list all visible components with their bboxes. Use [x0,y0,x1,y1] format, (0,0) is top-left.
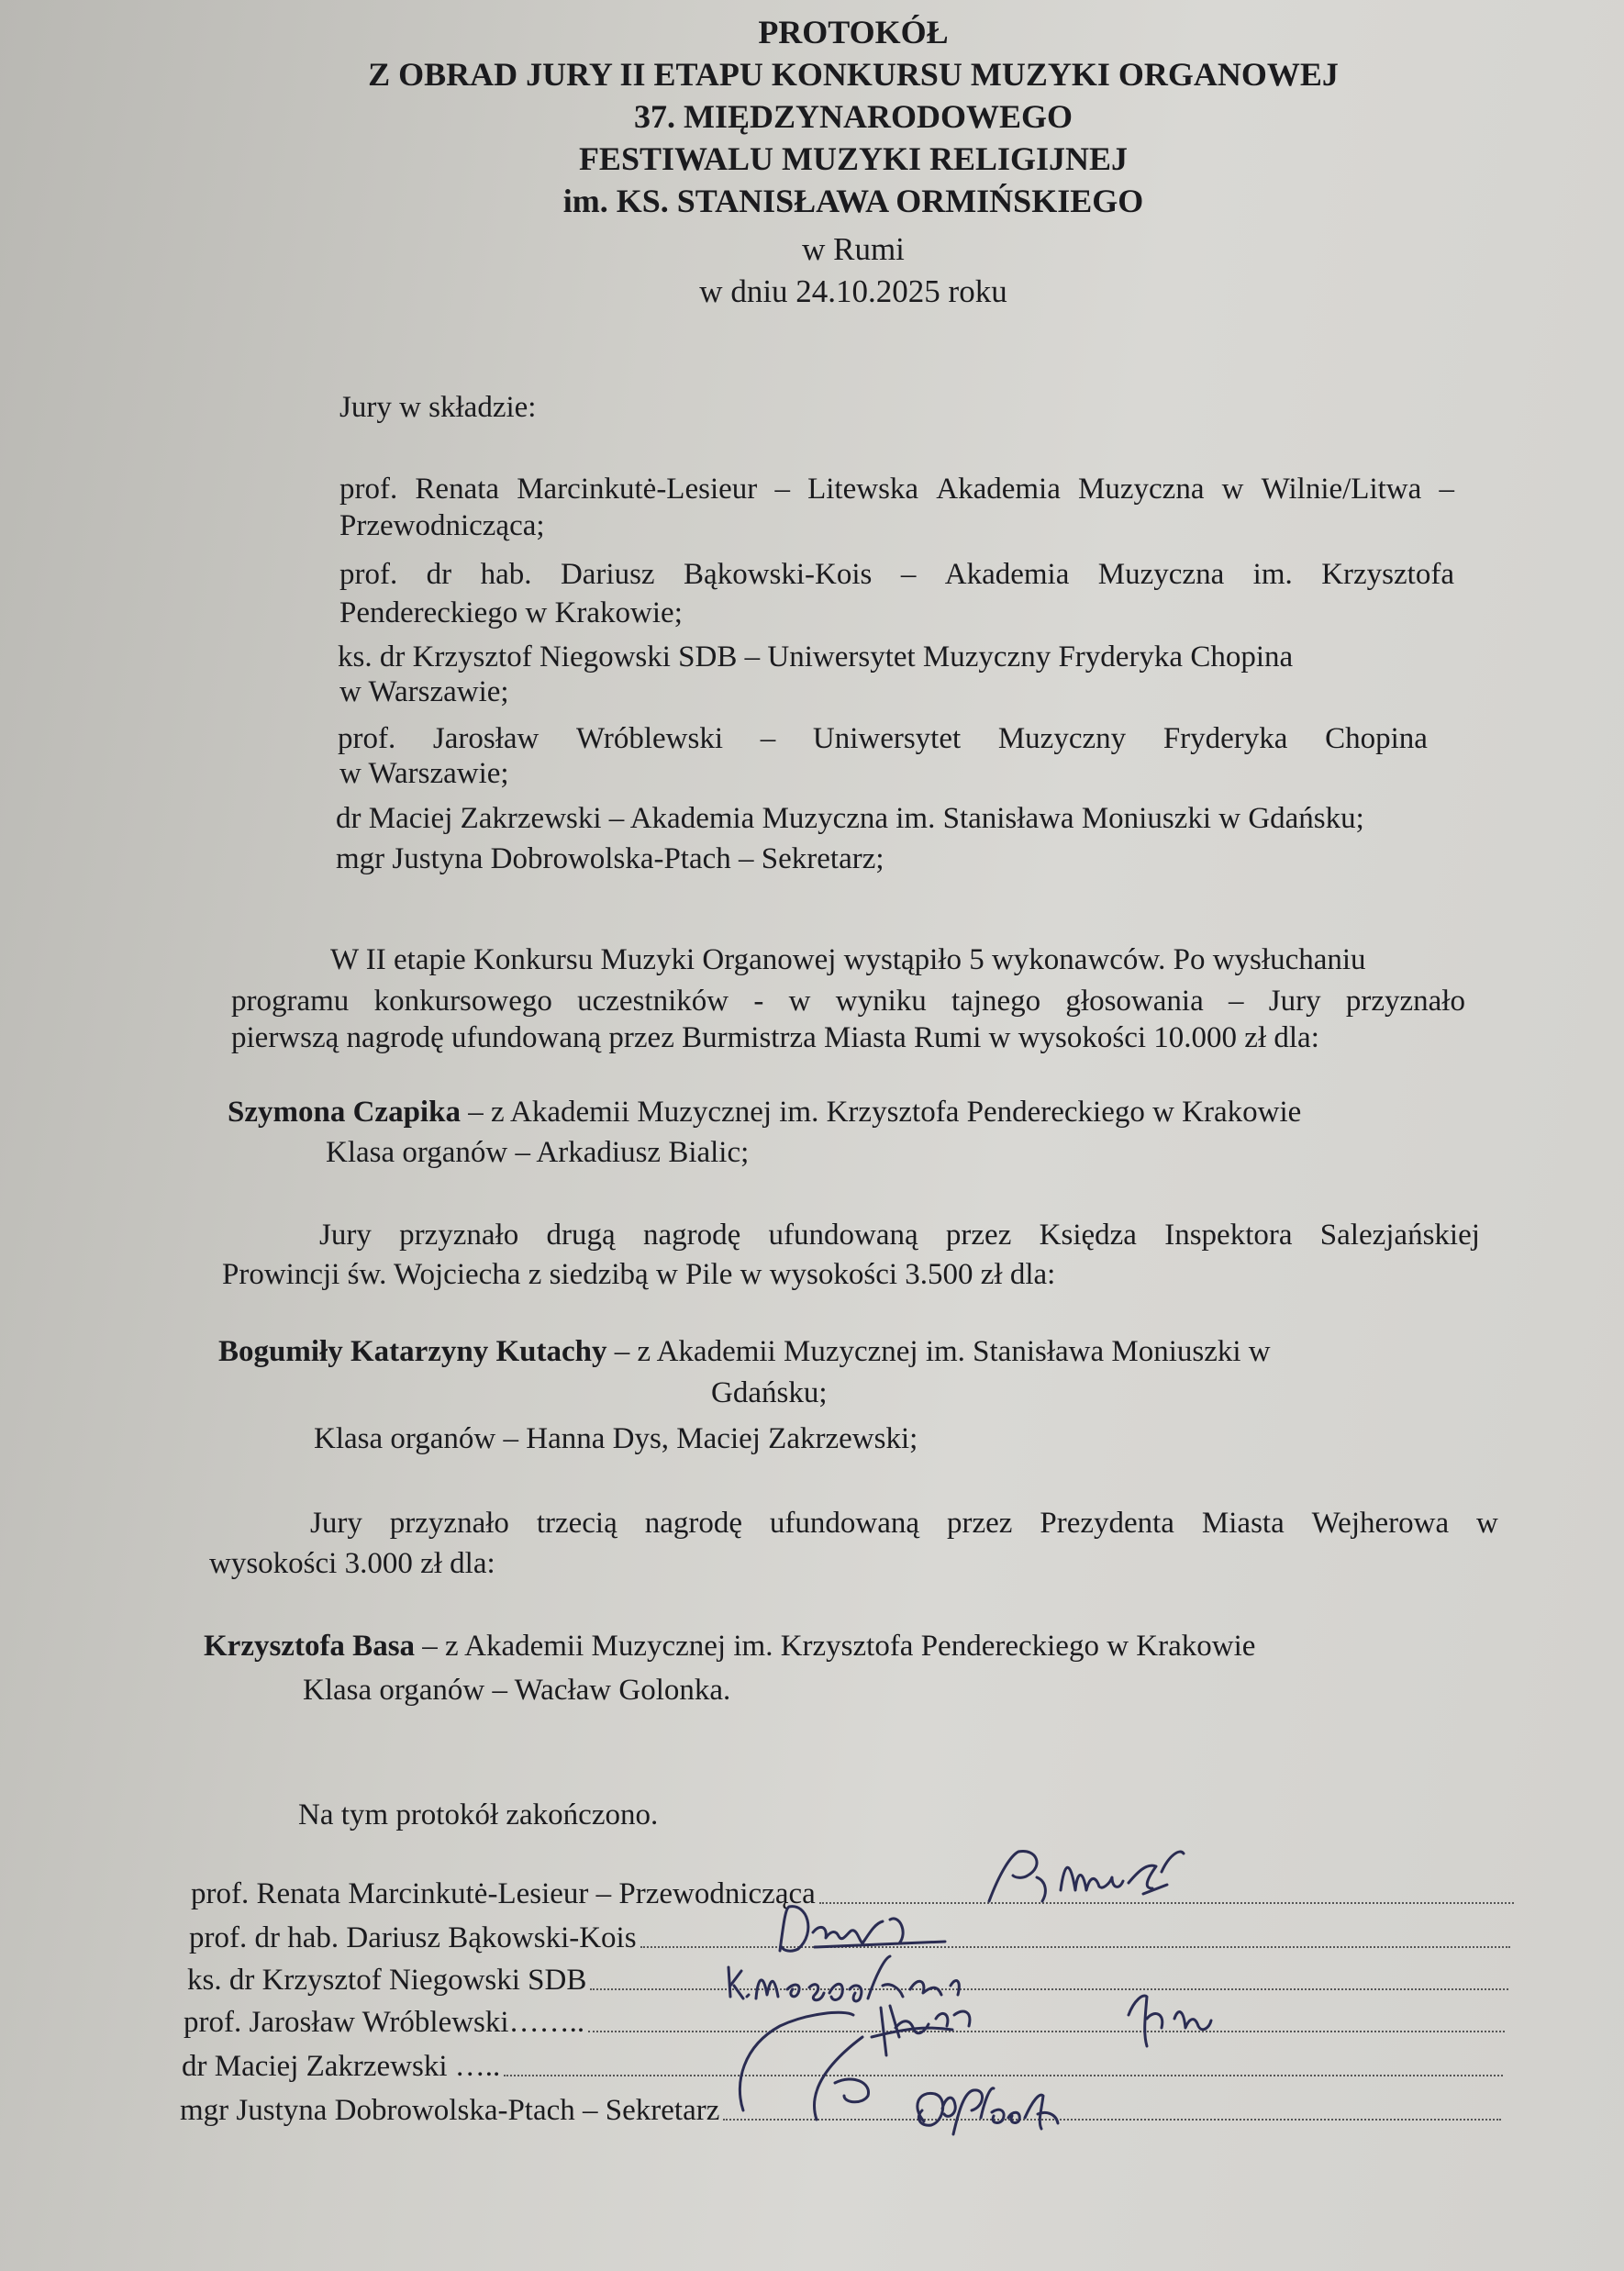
title-line-2: Z OBRAD JURY II ETAPU KONKURSU MUZYKI ORGANOWEJ [368,56,1339,93]
word: przyznało [399,1219,519,1252]
signature-label-2: prof. dr hab. Dariusz Bąkowski-Kois [189,1921,637,1954]
word: – [1439,473,1454,506]
word: Wróblewski [576,722,724,755]
jury-member-4 [338,722,1428,756]
paragraph-1-line-3: pierwszą nagrodę ufundowaną przez Burmistrza Miasta Rumi w wysokości 10.000 zł dla: [231,1021,1319,1054]
word: – [900,558,917,591]
signature-secretary-image [895,2074,1106,2156]
word: w [1221,473,1244,506]
signature-label-3: ks. dr Krzysztof Niegowski SDB [187,1964,587,1997]
winner-1 [228,1096,1301,1130]
signature-label-4: prof. Jarosław Wróblewski…….. [184,2006,585,2039]
winner-3-name: Krzysztofa Basa [204,1630,416,1663]
word: Renata [415,473,500,506]
word: Uniwersytet [812,722,962,755]
word: prof. [339,558,398,591]
word: w [788,985,811,1018]
word: przez [945,1219,1012,1252]
jury-member-3: ks. dr Krzysztof Niegowski SDB – Uniwersytet Muzyczny Fryderyka Chopina [338,640,1294,674]
word: Jarosław [432,722,539,755]
winner-2-city: Gdańsku; [711,1376,828,1409]
word: Muzyczna [1078,473,1205,506]
word: Salezjańskiej [1319,1219,1480,1252]
title-line-5: im. KS. STANISŁAWA ORMIŃSKIEGO [562,183,1144,219]
word: Jury [310,1507,362,1540]
jury-member-6: mgr Justyna Dobrowolska-Ptach – Sekretarz; [336,842,884,875]
title-line-3: 37. MIĘDZYNARODOWEGO [633,98,1073,135]
word: Jury [1268,985,1321,1018]
paragraph-3-line-1 [310,1507,1498,1541]
jury-member-2-cont: Pendereckiego w Krakowie; [339,596,683,629]
paragraph-2-line-2: Prowincji św. Wojciecha z siedzibą w Pile w wysokości 3.500 zł dla: [222,1258,1056,1291]
winner-3-school: – z Akademii Muzycznej im. Krzysztofa Pendereckiego w Krakowie [415,1630,1256,1663]
word: w [1476,1507,1498,1540]
signature-label-1: prof. Renata Marcinkutė-Lesieur – Przewodnicząca [191,1877,816,1910]
word: nagrodę [644,1507,742,1540]
word: dr [426,558,452,591]
word: Muzyczny [997,722,1127,755]
jury-member-1 [339,473,1454,507]
winner-3 [204,1630,1255,1664]
winner-2-name: Bogumiły Katarzyny Kutachy [218,1335,607,1368]
word: Marcinkutė-Lesieur [517,473,758,506]
word: Chopina [1325,722,1428,755]
word: ufundowaną [769,1507,920,1540]
word: hab. [480,558,532,591]
word: Jury [319,1219,372,1252]
winner-1-class: Klasa organów – Arkadiusz Bialic; [326,1136,750,1169]
paragraph-2-line-1 [319,1219,1480,1252]
closing-line: Na tym protokół zakończono. [298,1798,659,1831]
jury-member-4-cont: w Warszawie; [339,757,509,790]
word: konkursowego [373,985,552,1018]
date-line: w dniu 24.10.2025 roku [699,273,1007,309]
signature-label-6: mgr Justyna Dobrowolska-Ptach – Sekretarz [180,2094,720,2127]
word: - [753,985,764,1018]
signature-label-5: dr Maciej Zakrzewski ….. [182,2050,501,2083]
word: Wejherowa [1311,1507,1450,1540]
word: – [760,722,776,755]
jury-member-2 [339,558,1454,592]
word: – [1228,985,1244,1018]
word: prof. [339,473,398,506]
word: drugą [546,1219,616,1252]
title-line-1: PROTOKÓŁ [758,14,949,50]
word: przyznało [1345,985,1465,1018]
word: Fryderyka [1162,722,1288,755]
word: prof. [338,722,396,755]
winner-2 [218,1335,1271,1369]
word: Krzysztofa [1321,558,1454,591]
paragraph-1-line-2 [231,985,1465,1019]
jury-member-5: dr Maciej Zakrzewski – Akademia Muzyczna im. Stanisława Moniuszki w Gdańsku; [336,802,1364,835]
word: ufundowaną [768,1219,918,1252]
paragraph-1-line-1: W II etapie Konkursu Muzyki Organowej wystąpiło 5 wykonawców. Po wysłuchaniu [330,943,1366,976]
winner-2-school: – z Akademii Muzycznej im. Stanisława Moniuszki w [606,1335,1271,1368]
jury-member-1-cont: Przewodnicząca; [339,509,545,542]
word: programu [231,985,350,1018]
word: Litewska [807,473,919,506]
word: Księdza [1039,1219,1137,1252]
word: Akademia [936,473,1061,506]
word: tajnego [951,985,1041,1018]
word: Bąkowski-Kois [684,558,873,591]
word: Miasta [1201,1507,1285,1540]
word: głosowania [1065,985,1204,1018]
word: Dariusz [560,558,655,591]
title-line-4: FESTIWALU MUZYKI RELIGIJNEJ [578,140,1129,177]
jury-member-3-cont: w Warszawie; [339,675,509,708]
place-line: w Rumi [802,231,905,267]
word: – [774,473,790,506]
jury-intro: Jury w składzie: [339,391,537,424]
word: im. [1252,558,1293,591]
word: nagrodę [642,1219,741,1252]
word: przez [946,1507,1013,1540]
winner-1-school: – z Akademii Muzycznej im. Krzysztofa Pendereckiego w Krakowie [460,1096,1302,1129]
winner-3-class: Klasa organów – Wacław Golonka. [303,1674,731,1707]
document-title [275,11,1431,222]
paragraph-3-line-2: wysokości 3.000 zł dla: [209,1547,495,1580]
word: Muzyczna [1097,558,1225,591]
word: wyniku [835,985,927,1018]
winner-2-class: Klasa organów – Hanna Dys, Maciej Zakrzewski; [314,1422,918,1455]
signature-chair-image [973,1835,1211,1918]
word: trzecią [536,1507,617,1540]
word: uczestników [577,985,729,1018]
word: Inspektora [1164,1219,1293,1252]
word: Prezydenta [1040,1507,1174,1540]
word: Akademia [944,558,1070,591]
winner-1-name: Szymona Czapika [228,1096,461,1129]
word: Wilnie/Litwa [1261,473,1422,506]
word: przyznało [389,1507,509,1540]
